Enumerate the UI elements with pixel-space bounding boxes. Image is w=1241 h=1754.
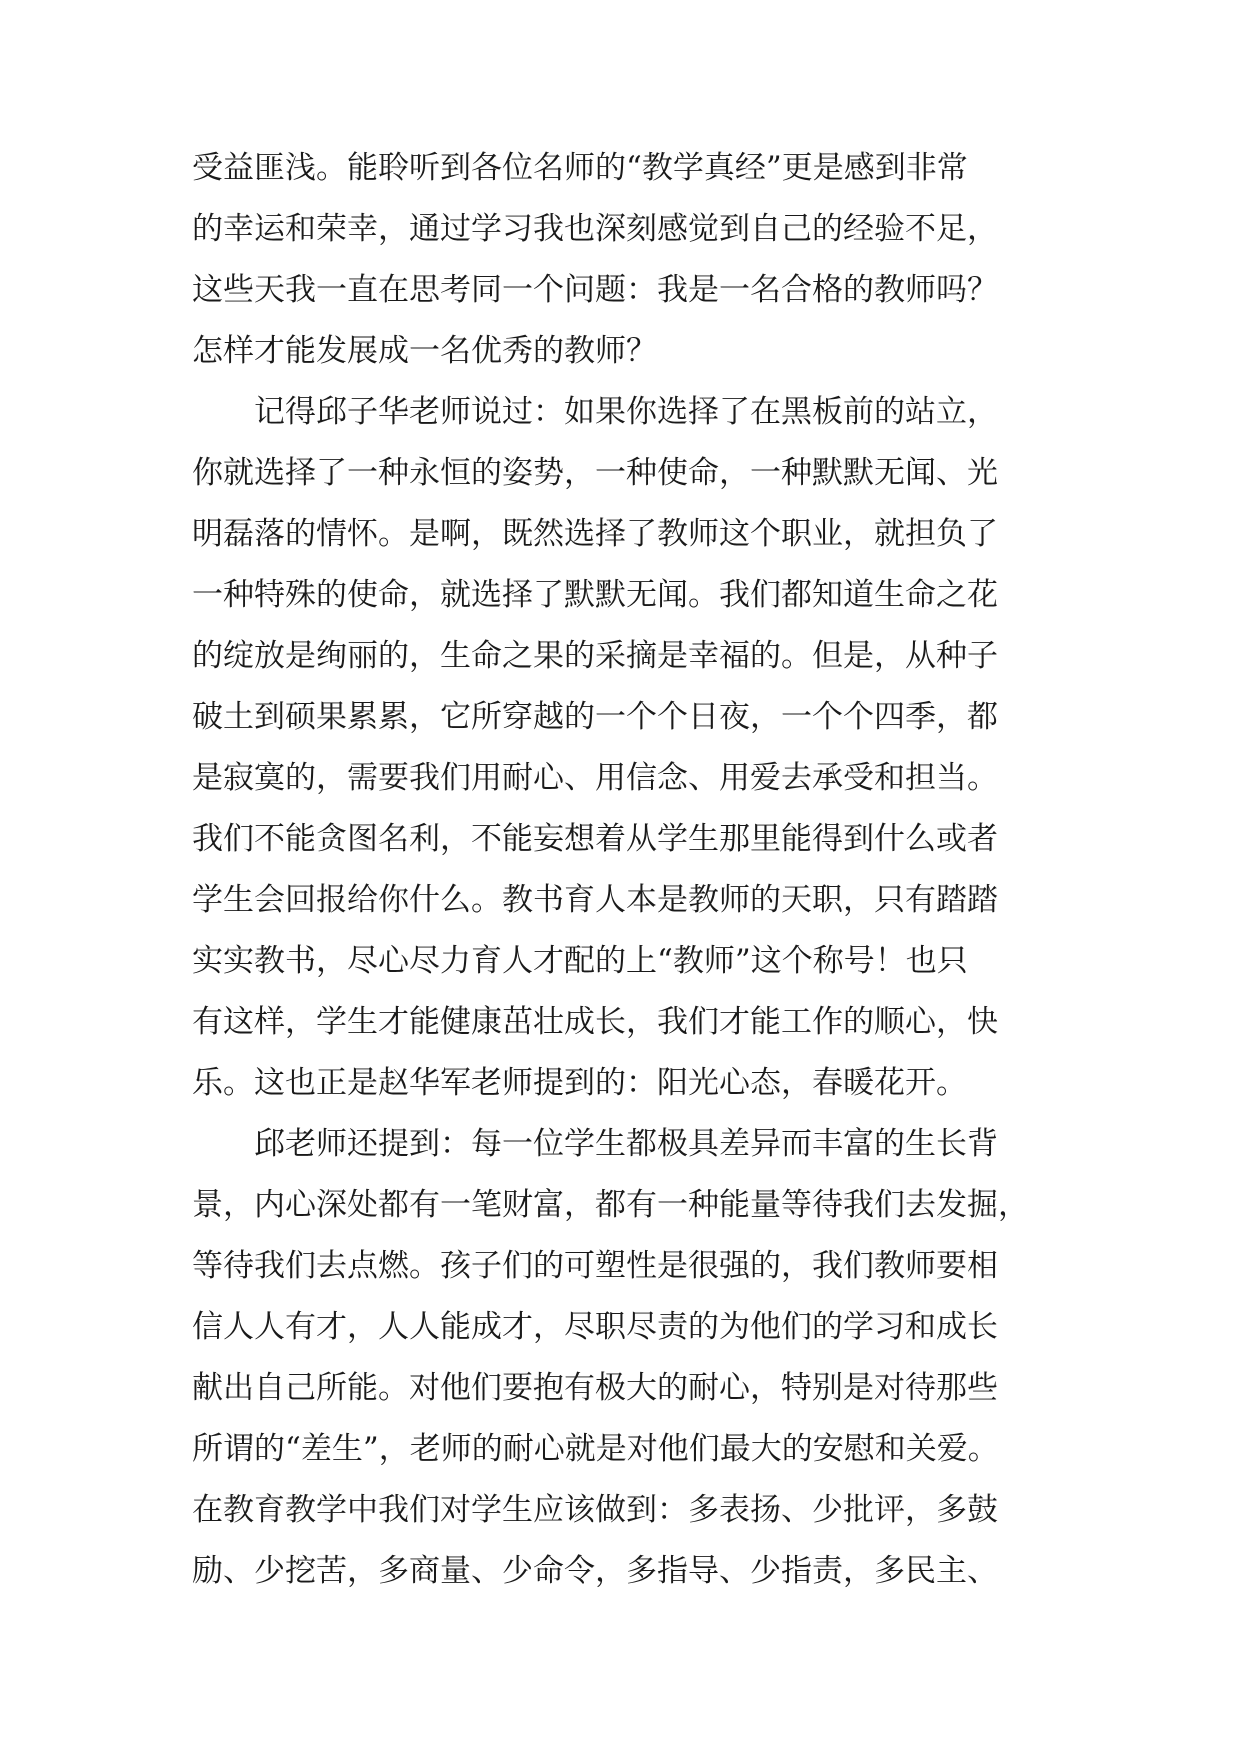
text-line: 献出自己所能。对他们要抱有极大的耐心，特别是对待那些: [192, 1370, 998, 1406]
text-line: 我们不能贪图名利，不能妄想着从学生那里能得到什么或者: [192, 821, 998, 857]
text-line: 这些天我一直在思考同一个问题：我是一名合格的教师吗？: [192, 272, 998, 308]
text-line: 励、少挖苦，多商量、少命令，多指导、少指责，多民主、: [192, 1553, 998, 1589]
text-line: 学生会回报给你什么。教书育人本是教师的天职，只有踏踏: [192, 882, 998, 918]
text-line: 信人人有才，人人能成才，尽职尽责的为他们的学习和成长: [192, 1309, 998, 1345]
text-line: 的幸运和荣幸，通过学习我也深刻感觉到自己的经验不足，: [192, 211, 998, 247]
text-line: 实实教书，尽心尽力育人才配的上“教师”这个称号！也只: [192, 943, 968, 979]
text-line: 等待我们去点燃。孩子们的可塑性是很强的，我们教师要相: [192, 1248, 998, 1284]
paragraph-start-line: 邱老师还提到：每一位学生都极具差异而丰富的生长背: [254, 1126, 998, 1162]
body-text: [192, 138, 1072, 1602]
text-line: 一种特殊的使命，就选择了默默无闻。我们都知道生命之花: [192, 577, 998, 613]
paragraph-start-line: 记得邱子华老师说过：如果你选择了在黑板前的站立，: [254, 394, 998, 430]
text-line: 景，内心深处都有一笔财富，都有一种能量等待我们去发掘，: [192, 1187, 1029, 1223]
text-line: 所谓的“差生”，老师的耐心就是对他们最大的安慰和关爱。: [192, 1431, 999, 1467]
text-line: 你就选择了一种永恒的姿势，一种使命，一种默默无闻、光: [192, 455, 998, 491]
text-line: 有这样，学生才能健康茁壮成长，我们才能工作的顺心，快: [192, 1004, 998, 1040]
text-line: 受益匪浅。能聆听到各位名师的“教学真经”更是感到非常: [192, 150, 968, 186]
text-line: 明磊落的情怀。是啊，既然选择了教师这个职业，就担负了: [192, 516, 998, 552]
text-line: 破土到硕果累累，它所穿越的一个个日夜，一个个四季，都: [192, 699, 998, 735]
text-line: 在教育教学中我们对学生应该做到：多表扬、少批评，多鼓: [192, 1492, 998, 1528]
text-line: 乐。这也正是赵华军老师提到的：阳光心态，春暖花开。: [192, 1065, 967, 1101]
text-line: 怎样才能发展成一名优秀的教师？: [192, 333, 657, 369]
text-line: 的绽放是绚丽的，生命之果的采摘是幸福的。但是，从种子: [192, 638, 998, 674]
text-line: 是寂寞的，需要我们用耐心、用信念、用爱去承受和担当。: [192, 760, 998, 796]
